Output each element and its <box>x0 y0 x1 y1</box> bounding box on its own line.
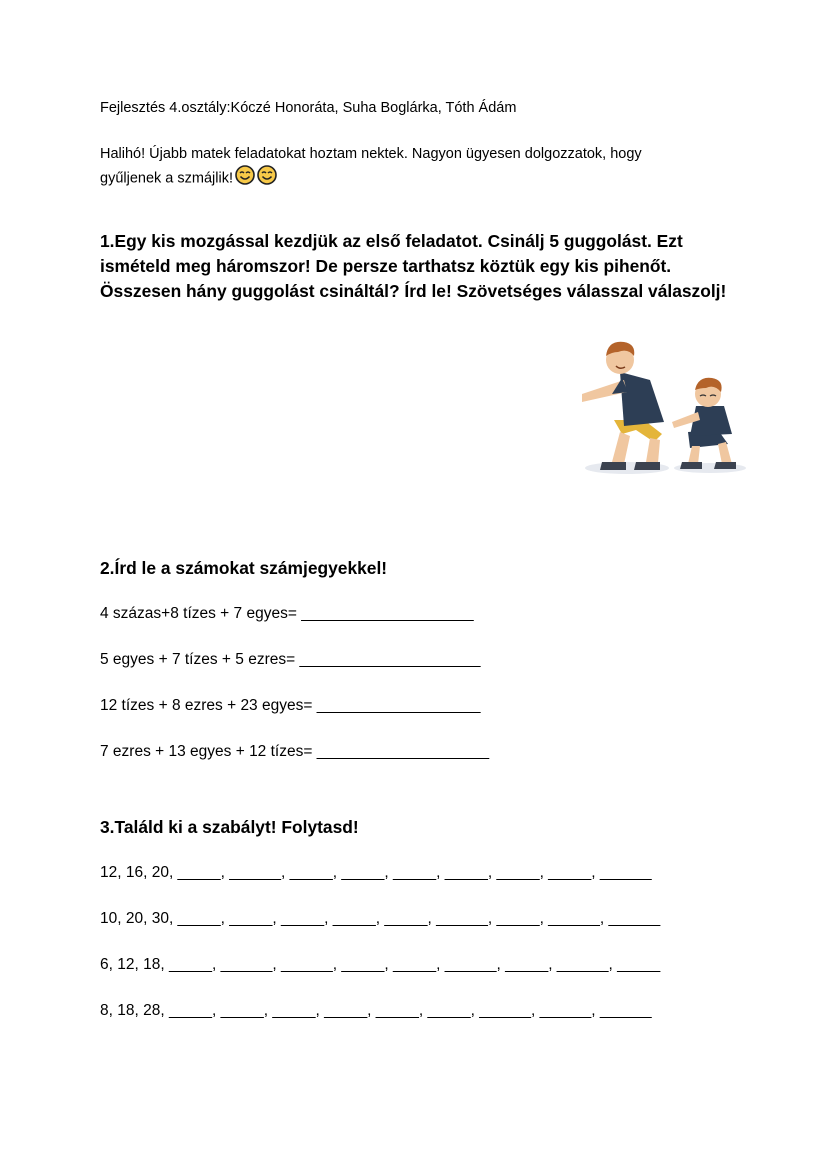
task-1-title: 1.Egy kis mozgással kezdjük az első feladatot. Csinálj 5 guggolást. Ezt ismételd meg háromszor! De persze tarthatsz köztük egy kis pihenőt. Összesen hány guggolást csináltál? Írd le! Szövetséges válasszal válaszolj! <box>100 231 727 301</box>
intro-text <box>100 143 642 192</box>
intro-line-2-text: gyűljenek a szmájlik! <box>100 170 233 187</box>
task-2-title: 2.Írd le a számokat számjegyekkel! <box>100 558 388 578</box>
task-2-item-2: 5 egyes + 7 tízes + 5 ezres= _____________________ <box>100 651 481 668</box>
task-3-row-2: 10, 20, 30, _____, _____, _____, _____, _____, ______, _____, ______, ______ <box>100 910 661 927</box>
intro-line-1: Halihó! Újabb matek feladatokat hoztam nektek. Nagyon ügyesen dolgozzatok, hogy <box>100 146 642 162</box>
task-2-item-4: 7 ezres + 13 egyes + 12 tízes= ____________________ <box>100 743 490 760</box>
task-3-title: 3.Találd ki a szabályt! Folytasd! <box>100 817 359 837</box>
task-2-item-3: 12 tízes + 8 ezres + 23 egyes= ___________________ <box>100 697 481 714</box>
smiley-face-icon <box>235 165 255 192</box>
task-3-row-4: 8, 18, 28, _____, _____, _____, _____, _____, _____, ______, ______, ______ <box>100 1002 652 1019</box>
task-3-row-3: 6, 12, 18, _____, ______, ______, _____, _____, ______, _____, ______, _____ <box>100 956 661 973</box>
smiley-face-icon <box>257 165 277 192</box>
task-3-row-1: 12, 16, 20, _____, ______, _____, _____, _____, _____, _____, _____, ______ <box>100 864 652 881</box>
task-2-item-1: 4 százas+8 tízes + 7 egyes= ____________________ <box>100 605 474 622</box>
squatting-figures-illustration <box>572 322 752 482</box>
intro-line-2 <box>100 165 642 192</box>
worksheet-header: Fejlesztés 4.osztály:Kóczé Honoráta, Suha Boglárka, Tóth Ádám <box>100 100 517 116</box>
